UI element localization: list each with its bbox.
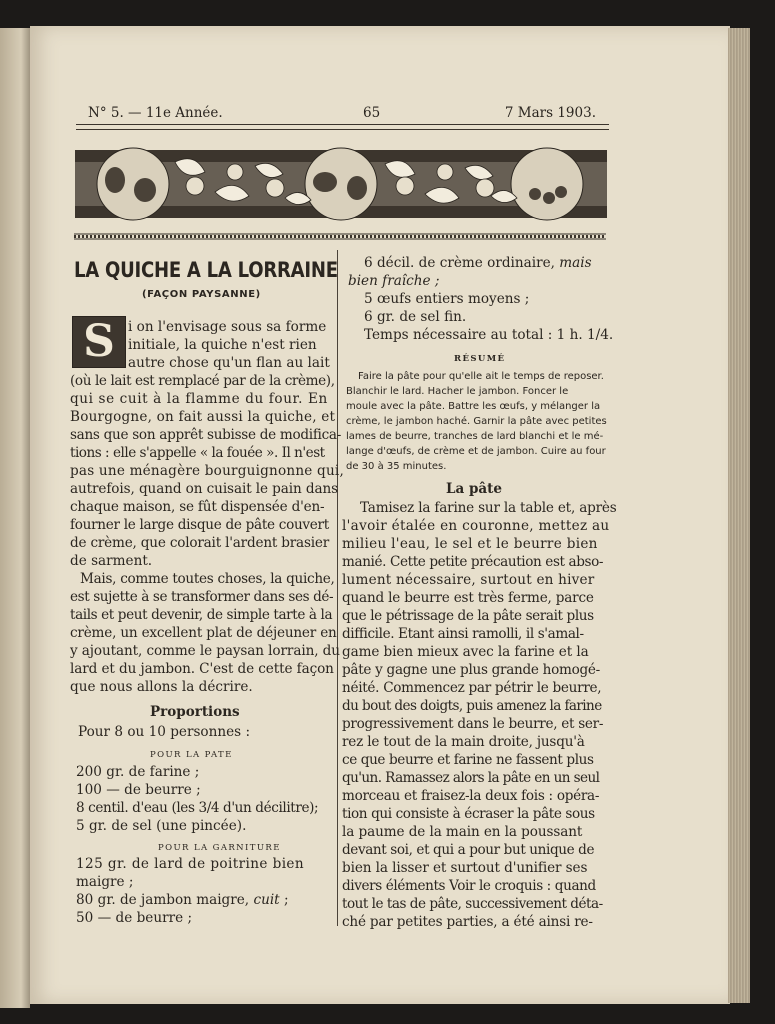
- servings: Pour 8 ou 10 personnes :: [78, 724, 251, 740]
- pate-text-line: pâte y gagne une plus grande homogé-: [342, 662, 600, 678]
- time-line: Temps nécessaire au total : 1 h. 1/4.: [364, 327, 614, 343]
- garniture-item: 125 gr. de lard de poitrine bien: [76, 856, 305, 872]
- cream-italic: mais: [559, 255, 592, 271]
- intro-line: (où le lait est remplacé par de la crème),: [70, 373, 335, 389]
- resume-line: lange d'œufs, de crème et de jambon. Cuire au four: [346, 446, 606, 457]
- para2-line: que nous allons la décrire.: [70, 679, 253, 695]
- article-title: LA QUICHE A LA LORRAINE: [74, 258, 338, 282]
- pate-text-line: progressivement dans le beurre, et ser-: [342, 716, 604, 732]
- cream-italic-2: bien fraîche ;: [348, 273, 440, 289]
- garniture-cuit-end: ;: [279, 892, 289, 908]
- drop-cap: [72, 316, 126, 368]
- pate-text-line: ce que beurre et farine ne fassent plus: [342, 752, 594, 768]
- resume-heading: RÉSUMÉ: [454, 354, 506, 364]
- book-page-stack: [728, 28, 750, 1003]
- intro-line: de crème, que colorait l'ardent brasier: [70, 535, 330, 551]
- page-number: 65: [363, 105, 381, 121]
- pate-text-line: ché par petites parties, a été ainsi re-: [342, 914, 593, 930]
- pate-item: 5 gr. de sel (une pincée).: [76, 818, 247, 834]
- intro-line: sans que son apprêt subisse de modifica-: [70, 427, 342, 443]
- ornamental-dotted-rule: [74, 233, 606, 240]
- intro-line: chaque maison, se fût dispensée d'en-: [70, 499, 325, 515]
- column-divider: [337, 250, 338, 926]
- intro-line: qui se cuit à la flamme du four. En: [70, 391, 328, 407]
- intro-line: pas une ménagère bourguignonne qui,: [70, 463, 344, 479]
- pate-text-line: la paume de la main en la poussant: [342, 824, 583, 840]
- drop-cap-letter: S: [83, 316, 115, 367]
- para2-line: y ajoutant, comme le paysan lorrain, du: [70, 643, 340, 659]
- intro-line: initiale, la quiche n'est rien: [128, 337, 317, 353]
- pate-text-line: tout le tas de pâte, successivement déta-: [342, 896, 603, 912]
- pate-section-heading: La pâte: [446, 481, 502, 497]
- resume-line: de 30 à 35 minutes.: [346, 461, 447, 472]
- pate-text-line: du bout des doigts, puis amenez la farine: [342, 698, 602, 714]
- pate-text-line: qu'un. Ramassez alors la pâte en un seul: [342, 770, 600, 786]
- para2-line: est sujette à se transformer dans ses dé-: [70, 589, 334, 605]
- pate-text-line: morceau et fraisez-la deux fois : opéra-: [342, 788, 600, 804]
- eggs-line: 5 œufs entiers moyens ;: [364, 291, 530, 307]
- resume-line: Faire la pâte pour qu'elle ait le temps de reposer.: [358, 371, 604, 382]
- intro-line: Bourgogne, on fait aussi la quiche, et: [70, 409, 336, 425]
- pate-text-line: l'avoir étalée en couronne, mettez au: [342, 518, 610, 534]
- article-subtitle: (FAÇON PAYSANNE): [142, 289, 261, 300]
- intro-line: autrefois, quand on cuisait le pain dans: [70, 481, 339, 497]
- resume-line: lames de beurre, tranches de lard blanchi et le mé-: [346, 431, 604, 442]
- issue-number: N° 5. — 11e Année.: [88, 105, 223, 121]
- pate-text-line: rez le tout de la main droite, jusqu'à: [342, 734, 585, 750]
- pate-item: 8 centil. d'eau (les 3/4 d'un décilitre);: [76, 800, 319, 816]
- pate-text-line: game bien mieux avec la farine et la: [342, 644, 589, 660]
- pate-heading: POUR LA PATE: [150, 750, 233, 760]
- pate-text-line: bien la lisser et surtout d'unifier ses: [342, 860, 588, 876]
- proportions-heading: Proportions: [150, 704, 240, 720]
- salt-line: 6 gr. de sel fin.: [364, 309, 467, 325]
- para2-line: Mais, comme toutes choses, la quiche,: [80, 571, 335, 587]
- pate-text-line: néité. Commencez par pétrir le beurre,: [342, 680, 602, 696]
- pate-text-line: lument nécessaire, surtout en hiver: [342, 572, 595, 588]
- issue-date: 7 Mars 1903.: [504, 105, 596, 121]
- garniture-item-ham: [76, 894, 289, 908]
- intro-line: de sarment.: [70, 553, 153, 569]
- pate-text-line: milieu l'eau, le sel et le beurre bien: [342, 536, 598, 552]
- page-header: [58, 80, 610, 121]
- pate-text-line: manié. Cette petite précaution est abso-: [342, 554, 604, 570]
- intro-line: tions : elle s'appelle « la fouée ». Il n'est: [70, 445, 325, 461]
- pate-text-line: difficile. Etant ainsi ramolli, il s'amal-: [342, 626, 584, 642]
- pate-text-line: que le pétrissage de la pâte serait plus: [342, 608, 594, 624]
- cream-text: 6 décil. de crème ordinaire,: [364, 255, 555, 271]
- pate-text-line: tion qui consiste à écraser la pâte sous: [342, 806, 595, 822]
- intro-line: i on l'envisage sous sa forme: [128, 319, 327, 335]
- pate-item: 200 gr. de farine ;: [76, 764, 200, 780]
- garniture-cuit: cuit: [253, 892, 280, 908]
- book-left-edge: [0, 28, 30, 1008]
- para2-line: lard et du jambon. C'est de cette façon: [70, 661, 334, 677]
- pate-text-line: quand le beurre est très ferme, parce: [342, 590, 594, 606]
- decorative-fruit-banner-icon: [75, 142, 607, 226]
- intro-line: fourner le large disque de pâte couvert: [70, 517, 329, 533]
- pate-item: 100 — de beurre ;: [76, 782, 201, 798]
- pate-text-line: divers éléments Voir le croquis : quand: [342, 878, 596, 894]
- resume-line: moule avec la pâte. Battre les œufs, y mélanger la: [346, 401, 601, 412]
- para2-line: tails et peut devenir, de simple tarte à la: [70, 607, 333, 623]
- header-rule: [76, 124, 609, 125]
- cream-line: [364, 257, 592, 271]
- intro-line: autre chose qu'un flan au lait: [128, 355, 330, 371]
- para2-line: crème, un excellent plat de déjeuner en: [70, 625, 337, 641]
- garniture-item: maigre ;: [76, 874, 134, 890]
- header-rule-thin: [76, 129, 609, 130]
- resume-line: crème, le jambon haché. Garnir la pâte avec petites: [346, 416, 607, 427]
- pate-text-line: devant soi, et qui a pour but unique de: [342, 842, 595, 858]
- garniture-ham-text: 80 gr. de jambon maigre,: [76, 892, 250, 908]
- garniture-heading: POUR LA GARNITURE: [158, 843, 281, 853]
- pate-text-line: Tamisez la farine sur la table et, après: [360, 500, 617, 516]
- garniture-item: 50 — de beurre ;: [76, 910, 193, 926]
- resume-line: Blanchir le lard. Hacher le jambon. Foncer le: [346, 386, 569, 397]
